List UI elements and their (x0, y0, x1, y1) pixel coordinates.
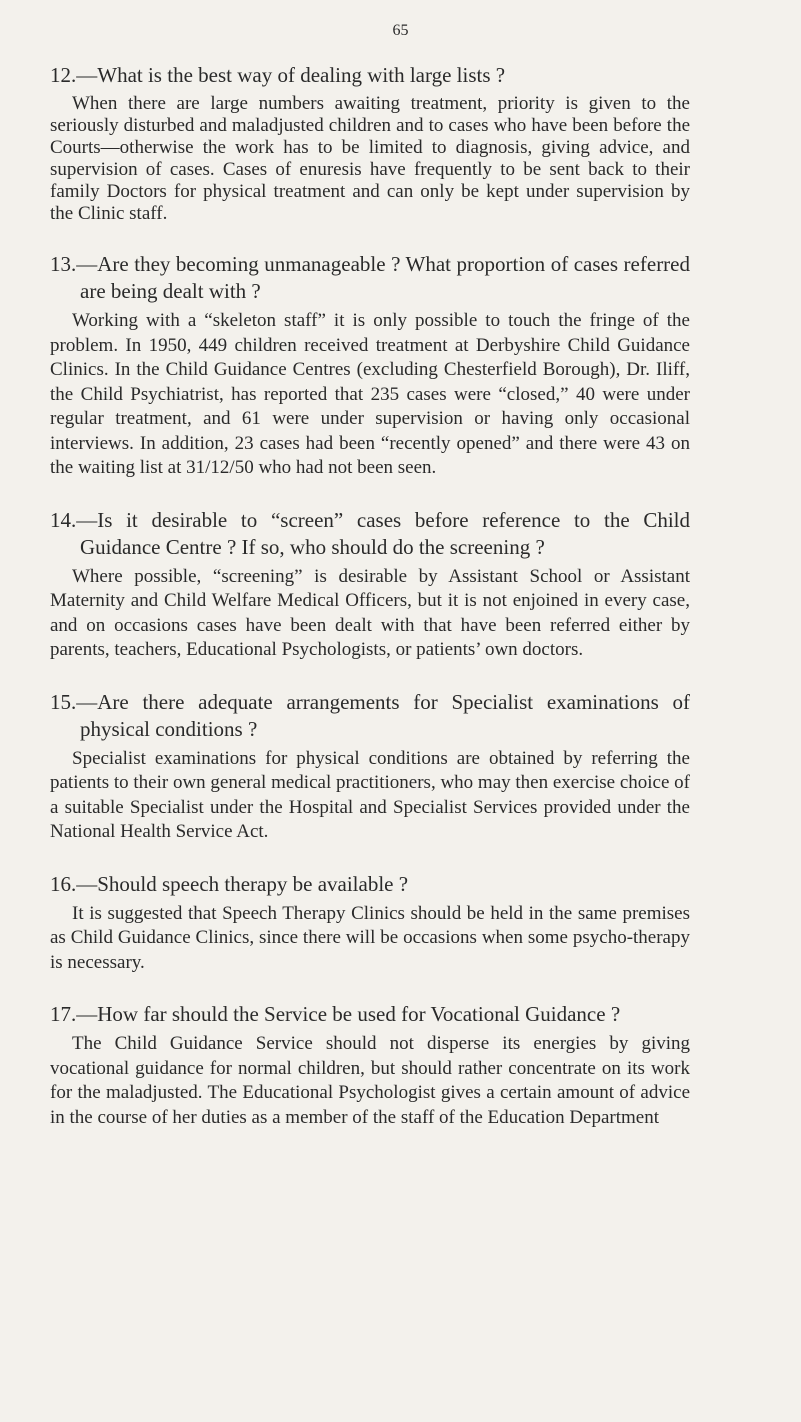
qa-item-15 (50, 689, 690, 845)
qa-item-12 (50, 62, 690, 225)
question-12: 12.—What is the best way of dealing with large lists ? (50, 63, 506, 87)
answer-15: Specialist examinations for physical conditions are obtained by referring the patients to their own general medical practitioners, who may then exercise choice of a suitable Specialist under the Hospital and Specialist Services provided under the National Health Service Act. (50, 747, 690, 842)
page-number: 65 (392, 22, 409, 39)
document-body (50, 62, 690, 1156)
answer-14: Where possible, “screening” is desirable by Assistant School or Assistant Maternity and Child Welfare Medical Officers, but it is not enjoined in every case, and on occasions cases have been dealt with that have been referred either by parents, teachers, Educational Psychologists, or patients’ own doctors. (50, 565, 690, 660)
qa-item-13 (50, 251, 690, 481)
qa-item-17 (50, 1001, 690, 1130)
question-13: 13.—Are they becoming unmanageable ? What proportion of cases referred are being dealt with ? (50, 252, 690, 303)
question-14: 14.—Is it desirable to “screen” cases before reference to the Child Guidance Centre ? If so, who should do the screening ? (50, 507, 690, 559)
qa-item-14 (50, 507, 690, 663)
question-15: 15.—Are there adequate arrangements for Specialist examinations of physical conditions ? (50, 689, 690, 741)
answer-17: The Child Guidance Service should not disperse its energies by giving vocational guidance for normal children, but should rather concentrate on its work for the maladjusted. The Educational Psychologist gives a certain amount of advice in the course of her duties as a member of the staff of the Education Department (50, 1033, 690, 1128)
answer-16: It is suggested that Speech Therapy Clinics should be held in the same premises as Child Guidance Clinics, since there will be occasions when some psycho-therapy is necessary. (50, 902, 690, 973)
answer-12: When there are large numbers awaiting treatment, priority is given to the seriously disturbed and maladjusted children and to cases who have been before the Courts—otherwise the work has to be limited to diagnosis, giving advice, and supervision of cases. Cases of enuresis have frequently to be sent back to their family Doctors for physical treatment and can only be kept under supervision by the Clinic staff. (50, 93, 690, 224)
answer-13: Working with a “skeleton staff” it is only possible to touch the fringe of the problem. In 1950, 449 children received treatment at Derbyshire Child Guidance Clinics. In the Child Guidance Centres (excluding Chesterfield Borough), Dr. Iliff, the Child Psychiatrist, has reported that 235 cases were “closed,” 40 were under regular treatment, and 61 were under supervision or having only occasional interviews. In addition, 23 cases had been “recently opened” and there were 43 on the waiting list at 31/12/50 who had not been seen. (50, 310, 690, 478)
question-16: 16.—Should speech therapy be available ? (50, 871, 409, 896)
question-17: 17.—How far should the Service be used for Vocational Guidance ? (50, 1002, 621, 1026)
qa-item-16 (50, 871, 690, 976)
